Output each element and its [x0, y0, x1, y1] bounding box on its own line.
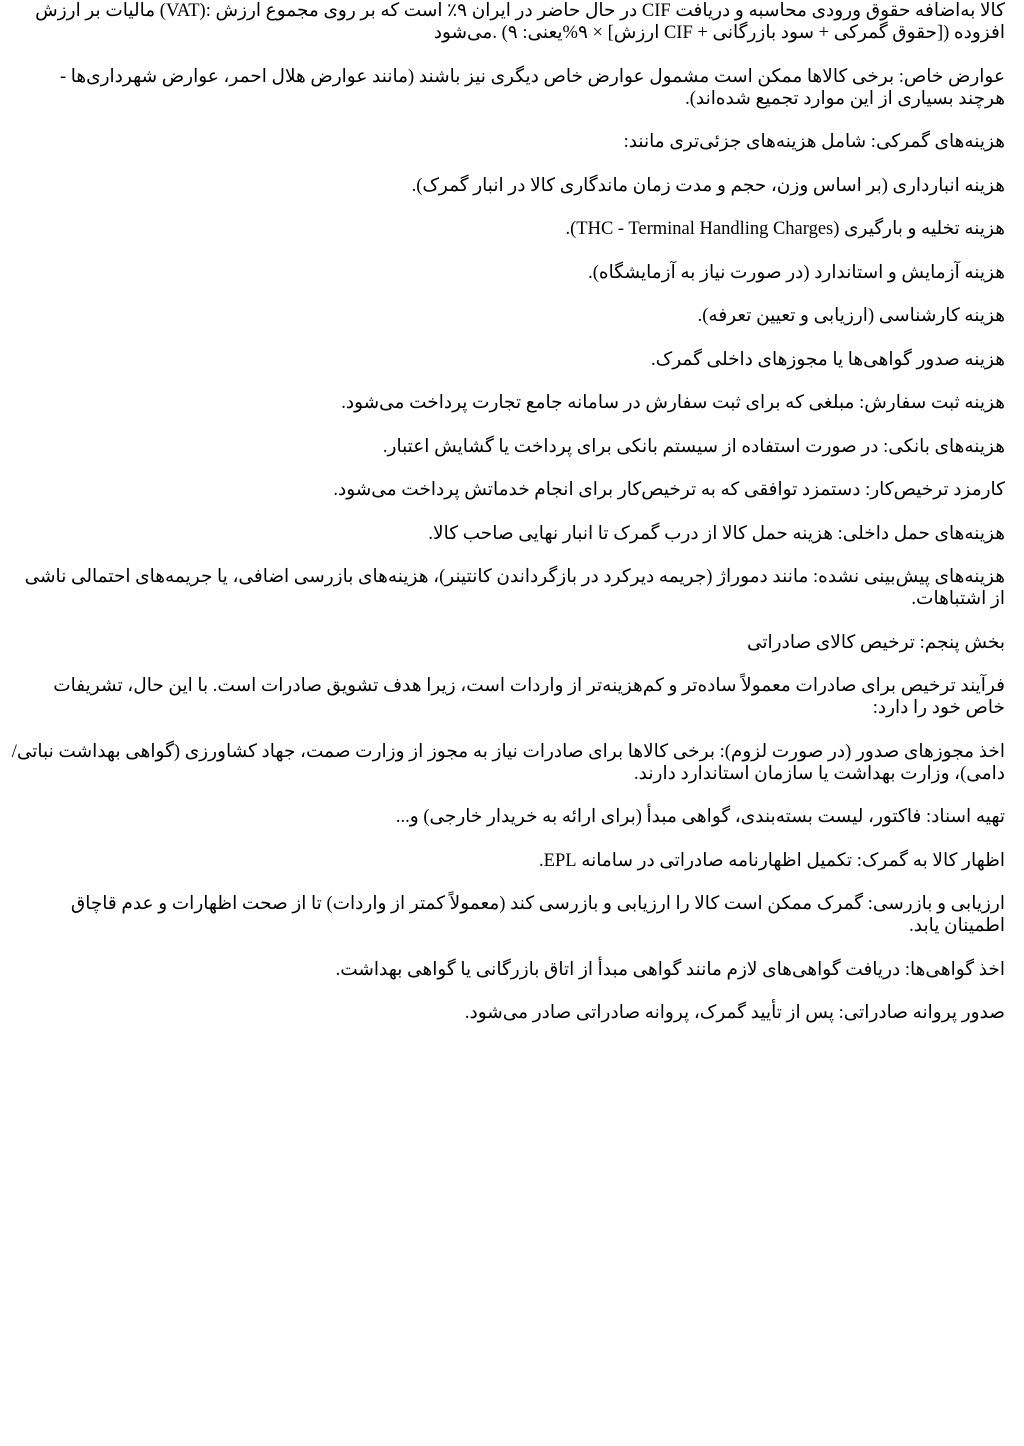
paragraph-broker-fee: کارمزد ترخیص‌کار: دستمزد توافقی که به ترخیص‌کار برای انجام خدماتش پرداخت می‌شود. — [333, 480, 1005, 500]
paragraph-certificates: اخذ گواهی‌ها: دریافت گواهی‌های لازم مانند گواهی مبدأ از اتاق بازرگانی یا گواهی بهداشت. — [335, 959, 1005, 980]
paragraph-vat: کالا به‌اضافه حقوق ورودی محاسبه و دریافت CIF در حال حاضر در ایران ۹٪ است که بر روی مجموع ارزش :(VAT) مالیات بر ارزش افزوده ([حقوق گمرکی + سود بازرگانی + CIF ارزش] × ۹%یعنی: ۹) .می‌شود — [35, 1, 1005, 43]
paragraph-bank-costs: هزینه‌های بانکی: در صورت استفاده از سیستم بانکی برای پرداخت یا گشایش اعتبار. — [382, 436, 1005, 457]
paragraph-testing-cost: هزینه آزمایش و استاندارد (در صورت نیاز به آزمایشگاه). — [588, 262, 1005, 283]
paragraph-declaration: اظهار کالا به گمرک: تکمیل اظهارنامه صادراتی در سامانه EPL. — [539, 850, 1005, 871]
paragraph-documents: تهیه اسناد: فاکتور، لیست بسته‌بندی، گواهی مبدأ (برای ارائه به خریدار خارجی) و... — [395, 807, 1005, 827]
paragraph-certificate-cost: هزینه صدور گواهی‌ها یا مجوزهای داخلی گمرک. — [651, 349, 1005, 370]
paragraph-export-permits: اخذ مجوزهای صدور (در صورت لزوم): برخی کالاها برای صادرات نیاز به مجوز از وزارت صمت، جهاد کشاورزی (گواهی بهداشت نباتی/دامی)، وزارت بهداشت یا سازمان استاندارد دارند. — [11, 741, 1005, 784]
document-body — [10, 0, 1005, 1046]
section-heading-export-clearance: بخش پنجم: ترخیص کالای صادراتی — [746, 632, 1005, 653]
paragraph-domestic-transport: هزینه‌های حمل داخلی: هزینه حمل کالا از درب گمرک تا انبار نهایی صاحب کالا. — [428, 523, 1005, 544]
paragraph-special-duties: عوارض خاص: برخی کالاها ممکن است مشمول عوارض خاص دیگری نیز باشند (مانند عوارض هلال احمر، عوارض شهرداری‌ها - هرچند بسیاری از این موارد تجمیع شده‌اند). — [59, 66, 1005, 109]
paragraph-order-registration: هزینه ثبت سفارش: مبلغی که برای ثبت سفارش در سامانه جامع تجارت پرداخت می‌شود. — [341, 393, 1005, 413]
paragraph-expert-cost: هزینه کارشناسی (ارزیابی و تعیین تعرفه). — [697, 306, 1005, 326]
paragraph-inspection: ارزیابی و بازرسی: گمرک ممکن است کالا را ارزیابی و بازرسی کند (معمولاً کمتر از واردات) تا از صحت اظهارات و عدم قاچاق اطمینان یابد. — [70, 894, 1005, 936]
paragraph-thc-cost: هزینه تخلیه و بارگیری (THC - Terminal Handling Charges). — [565, 219, 1005, 239]
paragraph-storage-cost: هزینه انبارداری (بر اساس وزن، حجم و مدت زمان ماندگاری کالا در انبار گمرک). — [411, 175, 1005, 196]
paragraph-customs-costs: هزینه‌های گمرکی: شامل هزینه‌های جزئی‌تری مانند: — [623, 132, 1005, 152]
paragraph-export-license: صدور پروانه صادراتی: پس از تأیید گمرک، پروانه صادراتی صادر می‌شود. — [464, 1003, 1005, 1023]
paragraph-unforeseen-costs: هزینه‌های پیش‌بینی نشده: مانند دموراژ (جریمه دیرکرد در بازگرداندن کانتینر)، هزینه‌های بازرسی اضافی، یا جریمه‌های احتمالی ناشی از اشتباهات. — [24, 567, 1005, 609]
paragraph-export-intro: فرآیند ترخیص برای صادرات معمولاً ساده‌تر و کم‌هزینه‌تر از واردات است، زیرا هدف تشویق صادرات است. با این حال، تشریفات خاص خود را دارد: — [53, 676, 1005, 718]
